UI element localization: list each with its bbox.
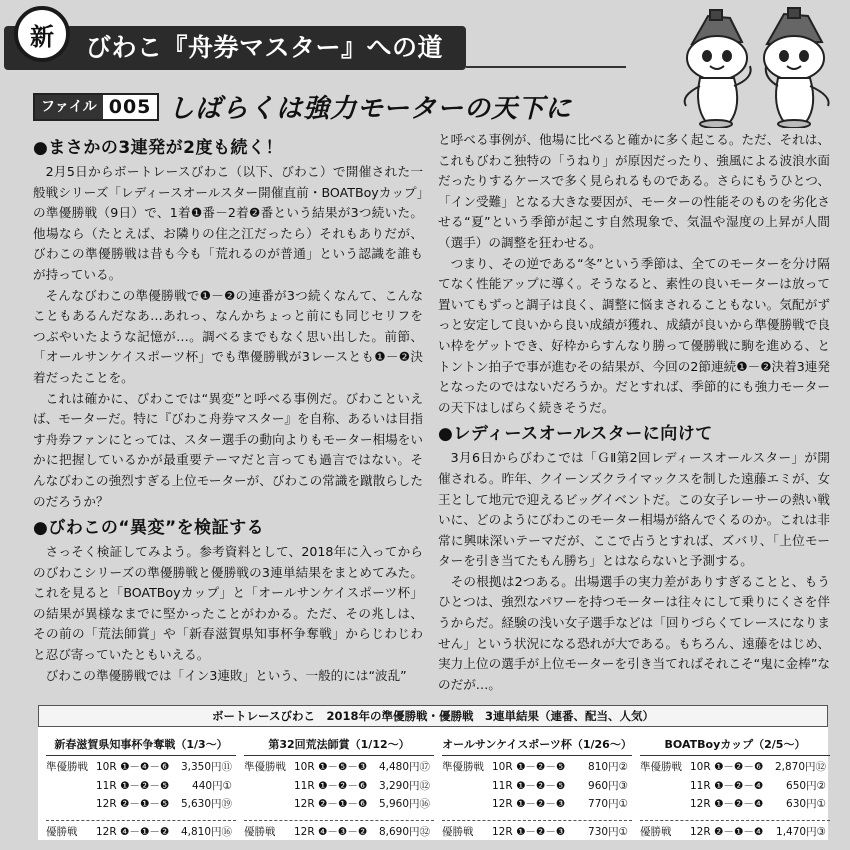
result-row bbox=[640, 777, 830, 796]
mascot-illustration bbox=[672, 6, 842, 128]
result-row bbox=[442, 758, 632, 777]
result-row bbox=[244, 777, 434, 796]
section-heading-3: ●レディースオールスターに向けて bbox=[438, 424, 713, 445]
result-pay: 5,630円⑲ bbox=[180, 798, 232, 810]
result-label bbox=[244, 795, 294, 814]
result-combo: ❶－❷－❸ bbox=[516, 798, 566, 810]
result-combo: ❷－❶－❹ bbox=[714, 825, 764, 838]
result-label: 優勝戦 bbox=[46, 825, 78, 838]
mascot-left bbox=[685, 10, 751, 128]
result-row bbox=[46, 777, 236, 796]
race-name: 新春滋賀県知事杯争奪戦（1/3〜） bbox=[46, 735, 236, 756]
race-name: BOATBoyカップ（2/5〜） bbox=[640, 735, 830, 756]
result-label: 優勝戦 bbox=[244, 825, 276, 838]
result-pay: 730円① bbox=[588, 825, 628, 838]
result-r: 12R bbox=[294, 825, 315, 838]
file-number: 005 bbox=[108, 96, 152, 118]
result-combo: ❶－❷－❹ bbox=[714, 779, 764, 792]
result-combo: ❹－❸－❷ bbox=[318, 825, 368, 838]
result-label bbox=[640, 777, 690, 796]
result-combo: ❷－❶－❻ bbox=[318, 798, 368, 810]
result-row bbox=[46, 758, 236, 777]
file-word: ファイル bbox=[35, 95, 103, 119]
paragraph: びわこの準優勝戦では「イン3連敗」という、一般的には“波乱” bbox=[45, 667, 407, 683]
result-combo: ❶－❹－❻ bbox=[120, 761, 170, 773]
result-label bbox=[442, 777, 492, 796]
result-label bbox=[640, 795, 690, 814]
result-label: 優勝戦 bbox=[442, 825, 474, 838]
result-r: 10R bbox=[96, 761, 117, 773]
right-column bbox=[438, 130, 830, 695]
file-label bbox=[33, 93, 159, 121]
result-r: 11R bbox=[96, 779, 117, 792]
result-pay: 440円① bbox=[192, 779, 232, 792]
result-pay: 960円③ bbox=[588, 779, 628, 792]
left-column bbox=[33, 132, 423, 686]
result-pay: 630円① bbox=[786, 798, 826, 810]
header-divider bbox=[466, 66, 626, 68]
paragraph: 2月5日からボートレースびわこ（以下、びわこ）で開催された一般戦シリーズ「レディースオールスター開催直前・BOATBoyカップ」の準優勝戦（9日）で、1着❶番－2着❷番という結果が3つ続いた。他場なら（たとえば、お隣りの住之江だったら）それもありだが、びわこの準優勝戦は昔も今も「荒れるのが普通」という認識を誰もが持っている。 bbox=[33, 164, 423, 282]
result-combo: ❶－❷－❺ bbox=[120, 779, 170, 792]
result-label bbox=[46, 777, 96, 796]
paragraph: さっそく検証してみよう。参考資料として、2018年に入ってからのびわこシリーズの準優勝戦と優勝戦の3連単結果をまとめてみた。これを見ると「BOATBoyカップ」と「オールサンケイスポーツ杯」の結果が異様なまでに堅かったことがわかる。ただ、その兆しは、その前の「荒法師賞」や「新春滋賀県知事杯争奪戦」からじわじわと忍び寄っていたともいえる。 bbox=[33, 544, 423, 663]
race-block bbox=[244, 735, 434, 841]
series-title: びわこ『舟券マスター』への道 bbox=[86, 33, 444, 62]
result-r: 11R bbox=[294, 779, 315, 792]
result-combo: ❶－❷－❺ bbox=[516, 761, 566, 773]
result-pay: 8,690円㉜ bbox=[378, 825, 430, 838]
result-row bbox=[640, 758, 830, 777]
result-pay: 5,960円⑯ bbox=[378, 798, 430, 810]
paragraph: 3月6日からびわこでは「ＧⅡ第2回レディースオールスター」が開催される。昨年、クイーンズクライマックスを制した遠藤エミが、女王として地元で迎えるビッグイベントだ。この女子レーサーの熱い戦いに、どのようにびわこのモーター相場が絡んでくるのか。これは非常に興味深いテーマだが、ここで占うとすれば、ズバリ、「上位モーターを引き当てたもん勝ち」とはならないと予測する。 bbox=[438, 450, 830, 569]
result-r: 12R bbox=[96, 825, 117, 838]
result-row bbox=[640, 795, 830, 814]
article-title: しばらくは強力モーターの天下に bbox=[168, 94, 572, 124]
result-row bbox=[244, 758, 434, 777]
race-block bbox=[46, 735, 236, 841]
result-r: 12R bbox=[690, 798, 711, 810]
result-pay: 810円② bbox=[588, 761, 628, 773]
paragraph: つまり、その逆である“冬”という季節は、全てのモーターを分け隔てなく性能アップに導く。そうなると、素性の良いモーターは放って置いてもずっと調子は良く、調整に悩まされることもない。気配がずっと安定して良いから良い成績が獲れ、成績が良いから準優勝戦で良い枠をゲットでき、好枠からすんなり勝って優勝戦に駒を進める、とトントン拍子で事が進むその結果が、今回の2節連続❶－❷決着3連発となったのではないだろうか。だとすれば、季節的にも強力モーターの天下はしばらく続きそうだ。 bbox=[438, 255, 830, 415]
result-label bbox=[442, 795, 492, 814]
results-title: ボートレースびわこ 2018年の準優勝戦・優勝戦 3連単結果（連番、配当、人気） bbox=[38, 705, 828, 727]
result-label bbox=[46, 795, 96, 814]
section-heading-1: ●まさかの3連発が2度も続く！ bbox=[33, 138, 283, 158]
result-row bbox=[244, 795, 434, 814]
result-row bbox=[46, 795, 236, 814]
result-pay: 770円① bbox=[588, 798, 628, 810]
race-name: オールサンケイスポーツ杯（1/26〜） bbox=[442, 735, 632, 756]
new-badge: 新 bbox=[14, 6, 70, 62]
result-combo: ❶－❷－❻ bbox=[318, 779, 368, 792]
result-pay: 4,480円⑰ bbox=[378, 761, 430, 773]
paragraph: これは確かに、びわこでは“異変”と呼べる事例だ。びわこといえば、モーターだ。特に『びわこ舟券マスター』を自称、あるいは目指す舟券ファンにとっては、スター選手の動向よりもモーター相場をいかに把握しているかが最重要テーマだと言っても過言ではない。そんなびわこの強烈すぎる上位モーターが、びわこの常識を蹴散らしたのだろうか？ bbox=[33, 390, 423, 509]
results-table bbox=[38, 705, 828, 840]
result-label: 優勝戦 bbox=[640, 825, 672, 838]
result-r: 10R bbox=[294, 761, 315, 773]
result-combo: ❷－❶－❺ bbox=[120, 798, 170, 810]
mascot-right bbox=[764, 8, 829, 128]
result-label: 準優勝戦 bbox=[442, 761, 484, 773]
race-block bbox=[640, 735, 830, 841]
paragraph: その根拠は2つある。出場選手の実力差がありすぎることと、もうひとつは、強烈なパワーを持つモーターは往々にして乗りにくさを伴うからだ。経験の浅い女子選手などは「回りづらくてレースになりません」という状況になる恐れが大である。もちろん、遠藤をはじめ、実力上位の選手が上位モーターを引き当てればそれこそ“鬼に金棒”なのだが…。 bbox=[438, 573, 830, 692]
result-pay: 4,810円⑯ bbox=[180, 825, 232, 838]
result-combo: ❶－❺－❸ bbox=[318, 761, 368, 773]
result-r: 10R bbox=[690, 761, 711, 773]
result-row bbox=[442, 795, 632, 814]
result-pay: 650円② bbox=[786, 779, 826, 792]
result-pay: 1,470円③ bbox=[776, 825, 826, 838]
paragraph: と呼べる事例が、他場に比べると確かに多く起こる。ただ、それは、これもびわこ独特の「うねり」が原因だったり、強風による波浪水面だったりするケースで多く見られるものである。さらにもうひとつ、「イン受難」となる大きな要因が、モーターの性能そのものを劣化させる“夏”という季節が起こす自然現象で、気温や湿度の上昇が人間（選手）の調整を狂わせる。 bbox=[438, 132, 830, 250]
result-combo: ❶－❷－❹ bbox=[714, 798, 764, 810]
race-name: 第32回荒法師賞（1/12〜） bbox=[244, 735, 434, 756]
race-block bbox=[442, 735, 632, 841]
paragraph: そんなびわこの準優勝戦で❶－❷の連番が3つ続くなんて、こんなこともあるんだなあ…あれっ、なんかちょっと前にも同じセリフをつぶやいたような記憶が…。調べるまでもなく思い出した。前節、「オールサンケイスポーツ杯」でも準優勝戦が3レースとも❶－❷決着だったことを。 bbox=[33, 287, 423, 385]
result-row bbox=[46, 820, 236, 842]
result-r: 12R bbox=[690, 825, 711, 838]
result-pay: 3,290円⑫ bbox=[378, 779, 430, 792]
result-combo: ❹－❶－❷ bbox=[120, 825, 170, 838]
result-row bbox=[442, 777, 632, 796]
result-r: 11R bbox=[690, 779, 711, 792]
result-r: 12R bbox=[96, 798, 117, 810]
section-heading-2: ●びわこの“異変”を検証する bbox=[33, 518, 265, 539]
result-combo: ❶－❷－❺ bbox=[516, 779, 566, 792]
result-label bbox=[244, 777, 294, 796]
result-r: 10R bbox=[492, 761, 513, 773]
result-combo: ❶－❷－❸ bbox=[516, 825, 566, 838]
result-r: 12R bbox=[294, 798, 315, 810]
result-label: 準優勝戦 bbox=[640, 761, 682, 773]
result-r: 12R bbox=[492, 825, 513, 838]
result-row bbox=[640, 820, 830, 842]
result-r: 11R bbox=[492, 779, 513, 792]
result-row bbox=[442, 820, 632, 842]
result-pay: 3,350円⑪ bbox=[180, 761, 232, 773]
result-row bbox=[244, 820, 434, 842]
result-label: 準優勝戦 bbox=[46, 761, 88, 773]
result-r: 12R bbox=[492, 798, 513, 810]
result-combo: ❶－❷－❻ bbox=[714, 761, 764, 773]
result-pay: 2,870円⑫ bbox=[774, 761, 826, 773]
result-label: 準優勝戦 bbox=[244, 761, 286, 773]
